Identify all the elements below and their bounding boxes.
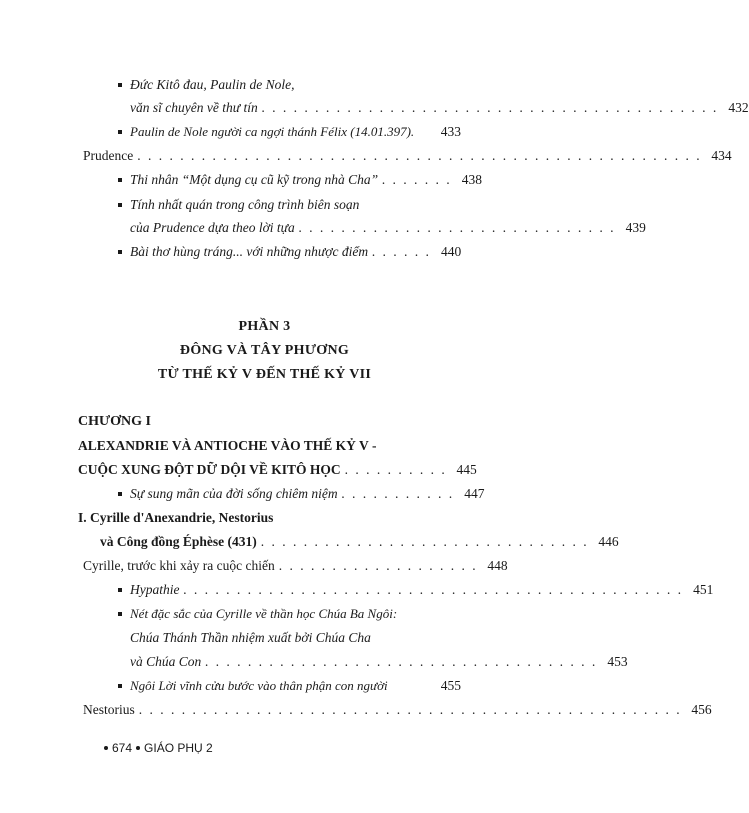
- toc-entry: [78, 699, 712, 721]
- chapter-label-text: CHƯƠNG I: [78, 414, 151, 429]
- toc-entry-text: Thi nhân “Một dụng cụ cũ kỹ trong nhà Cha”: [130, 172, 379, 187]
- toc-page-number: 432: [728, 100, 749, 115]
- toc-entry-text: Tính nhất quán trong công trình biên soạn: [130, 197, 360, 212]
- toc-entry: [130, 627, 461, 649]
- toc-entry: [130, 603, 461, 625]
- toc-entry-text: văn sĩ chuyên về thư tín: [130, 100, 258, 115]
- bullet-icon: [118, 492, 122, 496]
- toc-entry: [130, 194, 461, 216]
- bullet-icon: [118, 250, 122, 254]
- dot-leader: . . . . . . . . . . .: [341, 486, 455, 501]
- chapter-title-line: [78, 459, 477, 481]
- toc-entry-text: Prudence: [83, 148, 134, 163]
- toc-entry-text: Ngôi Lời vĩnh cửu bước vào thân phận con người: [130, 678, 388, 693]
- toc-page-number: 440: [440, 244, 462, 259]
- bullet-icon: [118, 203, 122, 207]
- bullet-icon: [118, 588, 122, 592]
- chapter-title-text: CUỘC XUNG ĐỘT DỮ DỘI VỀ KITÔ HỌC: [78, 462, 341, 477]
- toc-entry-text: Nét đặc sắc của Cyrille về thần học Chúa Ba Ngôi:: [130, 606, 398, 621]
- toc-entry: [130, 121, 461, 143]
- bullet-icon: [104, 746, 108, 750]
- toc-entry-text: Sự sung mãn của đời sống chiêm niệm: [130, 486, 338, 501]
- bullet-icon: [118, 684, 122, 688]
- toc-entry-text: Hypathie: [130, 582, 180, 597]
- toc-entry: [78, 555, 508, 577]
- dot-leader: . . . . . . . . . .: [344, 462, 447, 477]
- dot-leader: . . . . . . . . . . . . . . . . . . . . . . . . . . . . . . . . . . . . . . . . . . . . . . .: [183, 582, 684, 597]
- dot-leader: . . . . . . . . . . . . . . . . . . . . . . . . . . . . . .: [298, 220, 616, 235]
- toc-page-number: 434: [711, 148, 732, 163]
- dot-leader: . . . . . . . . . . . . . . . . . . . . . . . . . . . . . . . . . . . . . . . . . . . . . . . . . . . . .: [137, 148, 702, 163]
- toc-page-number: 447: [464, 486, 485, 501]
- toc-entry: [130, 97, 749, 119]
- toc-entry-text: Paulin de Nole người ca ngợi thánh Félix (14.01.397).: [130, 124, 415, 139]
- dot-leader: . . . . . . . . . . . . . . . . . . . . . . . . . . . . . . . . . . . . .: [205, 654, 598, 669]
- toc-page-number: 448: [487, 558, 508, 573]
- page-footer: [104, 740, 213, 756]
- toc-page-number: 455: [440, 678, 461, 693]
- toc-page-number: 446: [598, 534, 619, 549]
- section-heading-text: và Công đồng Éphèse (431): [100, 534, 257, 549]
- footer-page-number: 674: [112, 741, 133, 755]
- toc-entry-text: Bài thơ hùng tráng... với những nhược điểm: [130, 244, 369, 259]
- bullet-icon: [118, 130, 122, 134]
- section-heading: [100, 531, 619, 553]
- toc-entry-text: và Chúa Con: [130, 654, 202, 669]
- chapter-title-text: ALEXANDRIE VÀ ANTIOCHE VÀO THẾ KỶ V -: [78, 438, 377, 453]
- toc-entry: [130, 651, 628, 673]
- toc-entry: [130, 217, 646, 239]
- dot-leader: . . . . . . . . . . . . . . . . . . .: [278, 558, 478, 573]
- toc-page-number: 451: [693, 582, 714, 597]
- dot-leader: . . . . . . . . . . . . . . . . . . . . . . . . . . . . . . . . . . . . . . . . . . . . . . . . . . .: [138, 702, 682, 717]
- toc-entry: [130, 579, 714, 601]
- dot-leader: . . . . . .: [372, 244, 432, 259]
- part-number: PHẦN 3: [238, 319, 291, 334]
- part-title-line: ĐÔNG VÀ TÂY PHƯƠNG: [179, 343, 350, 358]
- section-heading: [78, 507, 461, 529]
- toc-page-number: 438: [461, 172, 482, 187]
- part-title-line: TỪ THẾ KỶ V ĐẾN THẾ KỶ VII: [157, 367, 372, 382]
- toc-entry: [130, 74, 461, 96]
- bullet-icon: [118, 83, 122, 87]
- bullet-icon: [118, 612, 122, 616]
- dot-leader: . . . . . . .: [382, 172, 452, 187]
- dot-leader: . . . . . . . . . . . . . . . . . . . . . . . . . . . . . . . . . . . . . . . . . . .: [261, 100, 719, 115]
- toc-entry-text: của Prudence dựa theo lời tựa: [130, 220, 295, 235]
- toc-entry: [130, 675, 461, 697]
- section-heading-text: I. Cyrille d'Anexandrie, Nestorius: [78, 510, 274, 525]
- toc-entry: [130, 483, 485, 505]
- dot-leader: . . . . . . . . . . . . . . . . . . . . . . . . . . . . . . .: [260, 534, 589, 549]
- toc-page-number: 445: [456, 462, 477, 477]
- bullet-icon: [136, 746, 140, 750]
- toc-entry-text: Nestorius: [83, 702, 135, 717]
- toc-entry-text: Cyrille, trước khi xảy ra cuộc chiến: [83, 558, 275, 573]
- toc-page-number: 439: [625, 220, 646, 235]
- toc-entry: [78, 145, 732, 167]
- toc-entry: [130, 169, 482, 191]
- toc-page-number: 433: [440, 124, 461, 139]
- chapter-label: [78, 411, 461, 433]
- toc-entry: [130, 241, 461, 263]
- toc-page-number: 456: [691, 702, 712, 717]
- bullet-icon: [118, 178, 122, 182]
- toc-page-number: 453: [607, 654, 628, 669]
- footer-book-title: GIÁO PHỤ 2: [144, 741, 213, 755]
- chapter-title-line: [78, 435, 461, 457]
- toc-entry-text: Chúa Thánh Thần nhiệm xuất bởi Chúa Cha: [130, 630, 371, 645]
- toc-entry-text: Đức Kitô đau, Paulin de Nole,: [130, 77, 295, 92]
